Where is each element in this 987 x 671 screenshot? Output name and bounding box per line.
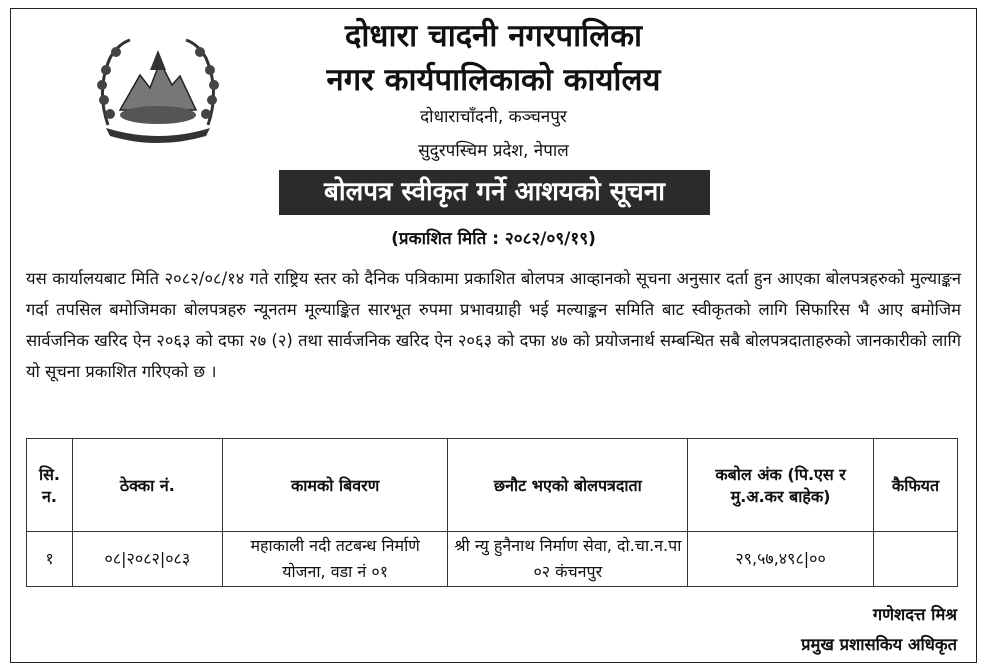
signatory-name: गणेशदत्त मिश्र — [872, 605, 957, 624]
header-description: कामको बिवरण — [222, 439, 448, 532]
office-name: दोधारा चादनी नगरपालिका — [344, 18, 643, 54]
cell-remarks — [874, 532, 958, 587]
bid-table — [26, 438, 958, 587]
notice-title: बोलपत्र स्वीकृत गर्ने आशयको सूचना — [279, 170, 710, 215]
notice-body: यस कार्यालयबाट मिति २०८२/०८/१४ गते राष्ट्रिय स्तर को दैनिक पत्रिकामा प्रकाशित बोलपत्र आव्हानको सूचना अनुसार दर्ता हुन आएका बोलपत्रहरुको मुल्याङ्कन गर्दा तपसिल बमोजिमका बोलपत्रहरु न्यूनतम मूल्याङ्कित सारभूत रुपमा प्रभावग्राही भई मल्याङ्कन समिति बाट स्वीकृतको लागि सिफारिस भै आए बमोजिम सार्वजनिक खरिद ऐन २०६३ को दफा २७ (२) तथा सार्वजनिक खरिद ऐन २०६३ को दफा ४७ को प्रयोजनार्थ सम्बन्धित सबै बोलपत्रदाताहरुको जानकारीको लागि यो सूचना प्रकाशित गरिएको छ । — [26, 269, 962, 381]
cell-contract-no: ०८|२०८२|०८३ — [72, 532, 222, 587]
header-remarks: कैफियत — [874, 439, 958, 532]
cell-amount: २९,५७,४९८|०० — [688, 532, 874, 587]
header-sn: सि. न. — [27, 439, 73, 532]
address-line-1: दोधाराचाँदनी, कञ्चनपुर — [420, 107, 567, 127]
cell-sn: १ — [27, 532, 73, 587]
header-amount: कबोल अंक (पि.एस र मु.अ.कर बाहेक) — [688, 439, 874, 532]
header-bidder: छनौट भएको बोलपत्रदाता — [448, 439, 688, 532]
table-header-row — [27, 439, 958, 532]
address-line-2: सुदुरपस्चिम प्रदेश, नेपाल — [418, 141, 569, 161]
table-row — [27, 532, 958, 587]
cell-description: महाकाली नदी तटबन्ध निर्माणे योजना, वडा नं ०१ — [222, 532, 448, 587]
signatory-designation: प्रमुख प्रशासकिय अधिकृत — [801, 635, 957, 654]
cell-bidder: श्री न्यु हुनैनाथ निर्माण सेवा, दो.चा.न.पा ०२ कंचनपुर — [448, 532, 688, 587]
header-contract-no: ठेक्का नं. — [72, 439, 222, 532]
published-date: (प्रकाशित मिति : २०८२/०९/१९) — [391, 229, 596, 249]
office-subtitle: नगर कार्यपालिकाको कार्यालय — [326, 62, 661, 98]
